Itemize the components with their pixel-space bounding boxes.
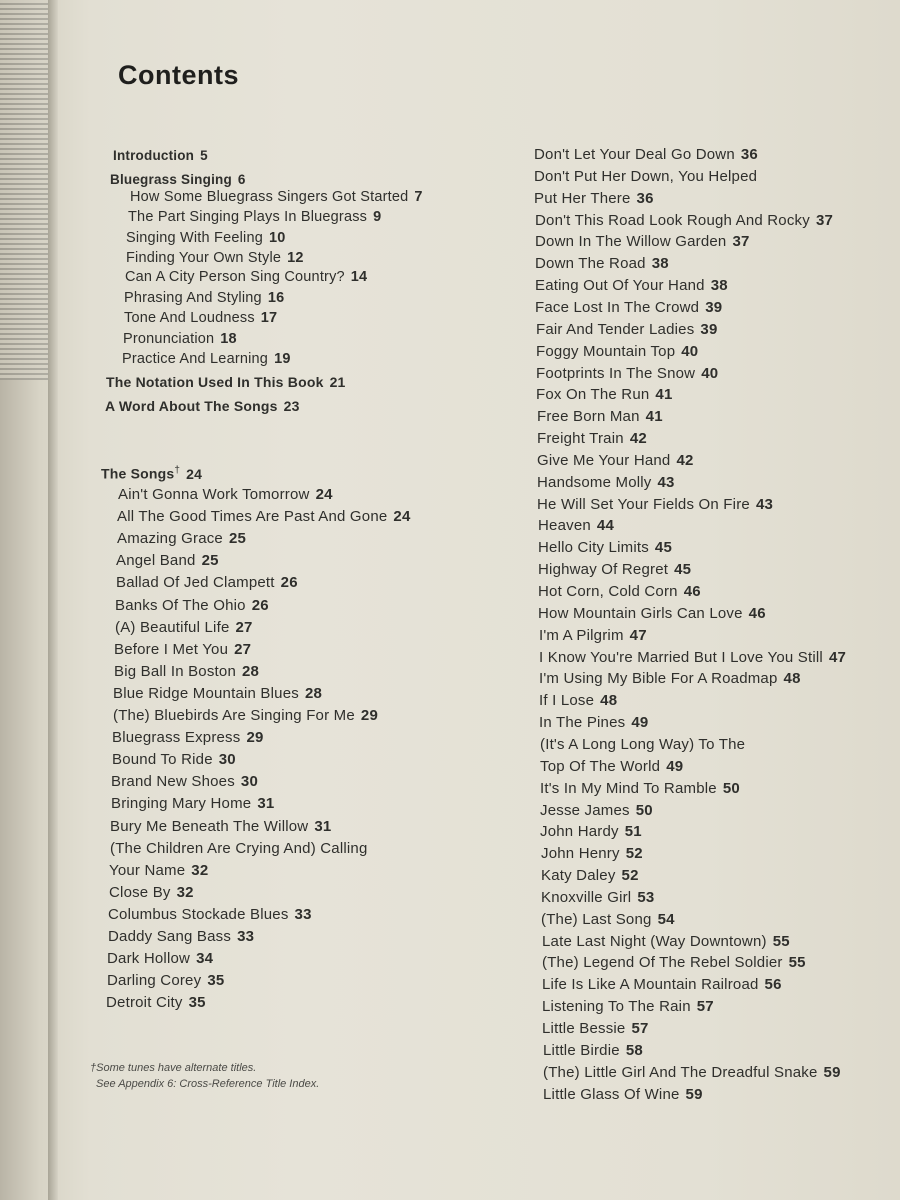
toc-entry xyxy=(117,530,246,547)
toc-entry xyxy=(117,508,411,525)
toc-entry xyxy=(106,374,346,390)
toc-entry-title: Handsome Molly xyxy=(537,474,652,491)
toc-entry xyxy=(128,209,381,225)
toc-entry xyxy=(537,430,647,447)
toc-entry-title: Practice And Learning xyxy=(122,351,269,367)
toc-entry-page-number: 30 xyxy=(240,773,258,790)
toc-entry-title: Freight Train xyxy=(537,430,624,447)
toc-entry-title: Katy Daley xyxy=(541,867,616,884)
toc-entry-page-number: 50 xyxy=(635,802,653,819)
toc-entry xyxy=(538,561,691,578)
toc-entry-title: He Will Set Your Fields On Fire xyxy=(537,496,750,513)
toc-entry xyxy=(536,343,698,360)
toc-entry xyxy=(542,933,790,950)
toc-entry xyxy=(116,574,298,591)
toc-entry-title: Little Birdie xyxy=(543,1042,620,1059)
toc-entry-page-number: 28 xyxy=(242,663,260,680)
toc-entry-title: A Word About The Songs xyxy=(105,398,278,414)
toc-entry-title: Columbus Stockade Blues xyxy=(108,906,289,923)
toc-entry-page-number: 41 xyxy=(645,408,663,425)
toc-entry-page-number: 38 xyxy=(710,277,728,294)
toc-entry-title: Don't Put Her Down, You Helped xyxy=(534,168,758,185)
toc-entry-page-number: 42 xyxy=(676,452,694,469)
toc-entry-page-number: 42 xyxy=(629,430,647,447)
toc-entry-page-number: 37 xyxy=(815,212,834,229)
toc-entry-page-number: 54 xyxy=(657,911,675,928)
toc-entry-page-number: 53 xyxy=(637,889,655,906)
toc-entry-page-number: 32 xyxy=(176,884,194,901)
toc-entry-title: Bluegrass Singing xyxy=(110,172,232,187)
toc-entry xyxy=(537,474,675,491)
toc-entry-title: (The) Bluebirds Are Singing For Me xyxy=(113,707,355,724)
toc-entry-title: Top Of The World xyxy=(540,758,661,775)
toc-entry-page-number: 12 xyxy=(287,250,304,266)
toc-entry-title: Close By xyxy=(109,884,171,901)
toc-entry xyxy=(115,619,253,636)
toc-entry xyxy=(535,255,669,272)
toc-entry xyxy=(538,539,672,556)
toc-entry-title: I'm A Pilgrim xyxy=(539,627,624,644)
toc-entry-page-number: 16 xyxy=(267,290,285,306)
toc-entry-title: (The) Last Song xyxy=(541,911,652,928)
toc-entry-page-number: 25 xyxy=(201,552,219,569)
toc-entry xyxy=(110,840,374,857)
toc-entry xyxy=(101,465,202,482)
toc-entry-page-number: 45 xyxy=(654,539,673,556)
toc-entry-page-number: 26 xyxy=(280,574,298,591)
toc-entry-page-number: 35 xyxy=(188,994,206,1011)
toc-entry-title: Fair And Tender Ladies xyxy=(536,321,695,338)
toc-entry-page-number: 10 xyxy=(269,230,286,246)
toc-entry-title: Jesse James xyxy=(540,802,630,819)
toc-entry-page-number: 17 xyxy=(260,310,278,326)
toc-entry-page-number: 31 xyxy=(314,818,332,835)
toc-entry xyxy=(535,212,833,229)
toc-entry-title: Phrasing And Styling xyxy=(124,290,262,306)
toc-entry xyxy=(539,627,647,644)
toc-entry-title: It's In My Mind To Ramble xyxy=(540,780,717,797)
toc-entry xyxy=(123,331,237,347)
toc-entry xyxy=(539,670,801,687)
toc-entry-page-number: 41 xyxy=(655,386,673,403)
toc-entry xyxy=(105,398,300,414)
toc-entry xyxy=(537,408,663,425)
toc-entry-title: Down The Road xyxy=(535,255,646,272)
toc-entry-page-number: 28 xyxy=(304,685,323,702)
toc-entry-title: Fox On The Run xyxy=(536,386,650,403)
toc-entry-title: Knoxville Girl xyxy=(541,889,632,906)
toc-entry-title: Before I Met You xyxy=(114,641,229,658)
toc-entry-page-number: 59 xyxy=(823,1064,841,1081)
toc-entry-title: Face Lost In The Crowd xyxy=(535,299,700,316)
toc-entry-title: Dark Hollow xyxy=(107,950,191,967)
toc-entry-title: The Part Singing Plays In Bluegrass xyxy=(128,209,368,225)
toc-entry xyxy=(541,867,639,884)
toc-entry xyxy=(113,685,322,702)
toc-entry-page-number: 49 xyxy=(631,714,649,731)
toc-entry xyxy=(538,605,766,622)
toc-entry-page-number: 24 xyxy=(186,465,203,482)
toc-entry-title: I'm Using My Bible For A Roadmap xyxy=(539,670,778,687)
toc-entry-title: Introduction xyxy=(113,148,195,163)
toc-entry-title: If I Lose xyxy=(539,692,595,709)
toc-entry xyxy=(539,692,617,709)
toc-entry xyxy=(115,597,269,614)
toc-entry-title: Blue Ridge Mountain Blues xyxy=(113,685,299,702)
toc-entry xyxy=(540,758,683,775)
toc-entry xyxy=(107,972,224,989)
toc-entry-page-number: 5 xyxy=(200,148,208,163)
toc-entry xyxy=(543,1064,841,1081)
toc-entry-title: Life Is Like A Mountain Railroad xyxy=(542,976,759,993)
toc-entry xyxy=(534,168,763,185)
toc-entry xyxy=(541,889,654,906)
toc-entry-page-number: 30 xyxy=(218,751,236,768)
toc-entry-page-number: 58 xyxy=(625,1042,643,1059)
toc-entry-title: Amazing Grace xyxy=(117,530,223,547)
toc-entry-page-number: 39 xyxy=(700,321,718,338)
toc-entry xyxy=(106,994,206,1011)
toc-entry-title: Foggy Mountain Top xyxy=(536,343,676,360)
toc-entry-title: I Know You're Married But I Love You Still xyxy=(539,649,823,666)
toc-entry xyxy=(540,780,740,797)
toc-entry-title: Heaven xyxy=(538,517,591,534)
toc-entry-page-number: 18 xyxy=(220,331,237,347)
toc-entry-title: Put Her There xyxy=(534,190,631,207)
toc-entry-page-number: 26 xyxy=(251,597,269,614)
toc-entry-page-number: 40 xyxy=(681,343,699,360)
toc-entry-page-number: 43 xyxy=(657,474,675,491)
toc-entry-title: Eating Out Of Your Hand xyxy=(535,277,705,294)
toc-entry-page-number: 49 xyxy=(666,758,684,775)
toc-entry xyxy=(110,818,331,835)
toc-entry-title: Brand New Shoes xyxy=(111,773,235,790)
toc-entry xyxy=(114,663,259,680)
toc-entry xyxy=(535,299,722,316)
toc-entry-title: In The Pines xyxy=(539,714,626,731)
toc-entry xyxy=(116,552,219,569)
toc-entry xyxy=(110,172,246,187)
toc-entry-page-number: 7 xyxy=(414,189,423,205)
toc-entry-title: Free Born Man xyxy=(537,408,640,425)
toc-entry-title: Detroit City xyxy=(106,994,183,1011)
toc-entry xyxy=(536,386,673,403)
toc-entry-title: Listening To The Rain xyxy=(542,998,691,1015)
toc-entry-title: Bluegrass Express xyxy=(112,729,241,746)
toc-entry-title: Daddy Sang Bass xyxy=(108,928,232,945)
toc-entry-title: Hot Corn, Cold Corn xyxy=(538,583,678,600)
toc-entry-title: All The Good Times Are Past And Gone xyxy=(117,508,388,525)
toc-entry xyxy=(543,1086,703,1103)
toc-entry xyxy=(538,517,614,534)
toc-entry-page-number: 46 xyxy=(748,605,766,622)
toc-entry-title: Bound To Ride xyxy=(112,751,213,768)
toc-entry-page-number: 21 xyxy=(329,374,346,390)
toc-entry-title: (The) Legend Of The Rebel Soldier xyxy=(542,954,783,971)
toc-entry xyxy=(107,950,213,967)
toc-entry xyxy=(124,310,277,326)
toc-entry-title: Tone And Loudness xyxy=(124,310,255,326)
toc-entry-title: Little Glass Of Wine xyxy=(543,1086,680,1103)
toc-entry xyxy=(536,365,718,382)
toc-entry-title: Hello City Limits xyxy=(538,539,649,556)
toc-entry-title: Finding Your Own Style xyxy=(126,250,282,266)
toc-entry-page-number: 56 xyxy=(764,976,782,993)
toc-entry-title: Little Bessie xyxy=(542,1020,626,1037)
toc-entry xyxy=(540,736,751,753)
toc-entry-page-number: 40 xyxy=(701,365,719,382)
toc-entry-title: Bury Me Beneath The Willow xyxy=(110,818,309,835)
toc-entry-title: Don't This Road Look Rough And Rocky xyxy=(535,212,810,229)
toc-entry-title: (The) Little Girl And The Dreadful Snake xyxy=(543,1064,818,1081)
toc-entry-title: Ballad Of Jed Clampett xyxy=(116,574,275,591)
page-title: Contents xyxy=(118,60,239,90)
toc-entry-title: Give Me Your Hand xyxy=(537,452,671,469)
toc-entry xyxy=(130,189,423,205)
toc-entry-title: How Mountain Girls Can Love xyxy=(538,605,743,622)
toc-entry-title: Big Ball In Boston xyxy=(114,663,237,680)
toc-entry-page-number: 36 xyxy=(636,190,654,207)
toc-entry-page-number: 37 xyxy=(732,233,750,250)
toc-entry-page-number: 24 xyxy=(393,508,411,525)
toc-entry-page-number: 6 xyxy=(237,172,246,187)
toc-entry-page-number: 31 xyxy=(257,795,275,812)
toc-entry-title: (A) Beautiful Life xyxy=(115,619,230,636)
toc-entry xyxy=(541,911,675,928)
toc-entry xyxy=(112,751,236,768)
toc-entry xyxy=(542,998,714,1015)
toc-entry xyxy=(111,795,274,812)
toc-entry xyxy=(537,452,694,469)
toc-entry-page-number: 19 xyxy=(274,351,291,367)
toc-entry-page-number: 50 xyxy=(722,780,740,797)
toc-entry xyxy=(118,486,333,503)
toc-entry-page-number: 29 xyxy=(246,729,264,746)
toc-entry-title: John Hardy xyxy=(540,823,619,840)
toc-entry xyxy=(126,250,304,266)
toc-entry-page-number: 29 xyxy=(360,707,378,724)
toc-entry-title: Down In The Willow Garden xyxy=(535,233,727,250)
toc-entry-page-number: 52 xyxy=(621,867,639,884)
toc-entry-page-number: 34 xyxy=(196,950,214,967)
toc-entry xyxy=(124,290,284,306)
toc-entry-page-number: 14 xyxy=(350,269,368,285)
toc-entry-title: John Henry xyxy=(541,845,620,862)
toc-entry xyxy=(113,148,208,163)
toc-entry-title: The Songs xyxy=(101,465,175,482)
toc-entry xyxy=(540,823,642,840)
toc-entry-page-number: 46 xyxy=(683,583,701,600)
toc-entry xyxy=(535,233,750,250)
toc-entry xyxy=(540,802,653,819)
toc-entry-title: (It's A Long Long Way) To The xyxy=(540,736,746,753)
toc-entry xyxy=(542,954,806,971)
toc-entry-title: The Notation Used In This Book xyxy=(106,374,324,390)
toc-entry-page-number: 51 xyxy=(624,823,642,840)
toc-entry xyxy=(126,230,286,246)
toc-entry-title: Banks Of The Ohio xyxy=(115,597,246,614)
toc-entry-page-number: 25 xyxy=(228,530,247,547)
toc-entry-page-number: 36 xyxy=(740,146,758,163)
toc-entry xyxy=(109,884,194,901)
toc-entry xyxy=(538,583,701,600)
toc-entry xyxy=(536,321,718,338)
toc-entry-title: Pronunciation xyxy=(123,331,215,347)
footnote-line: †Some tunes have alternate titles. xyxy=(90,1062,257,1074)
toc-entry xyxy=(113,707,378,724)
toc-entry-title: Footprints In The Snow xyxy=(536,365,696,382)
toc-entry-page-number: 59 xyxy=(685,1086,703,1103)
toc-entry-page-number: 9 xyxy=(373,209,382,225)
toc-entry-title: Angel Band xyxy=(116,552,196,569)
footnote-line: See Appendix 6: Cross-Reference Title Index. xyxy=(96,1078,320,1090)
toc-entry-page-number: 38 xyxy=(651,255,669,272)
toc-entry-page-number: 23 xyxy=(283,398,300,414)
toc-entry-page-number: 33 xyxy=(237,928,255,945)
toc-entry-title: Your Name xyxy=(109,862,186,879)
toc-entry xyxy=(539,649,846,666)
toc-entry-page-number: 33 xyxy=(294,906,312,923)
toc-entry xyxy=(111,773,258,790)
toc-entry xyxy=(125,269,367,285)
toc-entry-page-number: 47 xyxy=(629,627,647,644)
toc-entry xyxy=(122,351,291,367)
toc-entry-title: Singing With Feeling xyxy=(126,230,263,246)
toc-entry-title: Darling Corey xyxy=(107,972,202,989)
toc-entry-page-number: 57 xyxy=(696,998,714,1015)
toc-entry-page-number: 44 xyxy=(596,517,614,534)
toc-entry-title: Don't Let Your Deal Go Down xyxy=(534,146,735,163)
toc-entry xyxy=(539,714,648,731)
toc-entry xyxy=(109,862,208,879)
toc-entry-page-number: 52 xyxy=(625,845,643,862)
toc-entry-title: Can A City Person Sing Country? xyxy=(125,269,345,285)
toc-entry-page-number: 55 xyxy=(788,954,806,971)
toc-entry-title: Highway Of Regret xyxy=(538,561,669,578)
footnote-dagger-mark: † xyxy=(174,465,181,476)
page-gutter xyxy=(48,0,58,1200)
toc-entry-title: How Some Bluegrass Singers Got Started xyxy=(130,189,409,205)
toc-entry xyxy=(542,1020,649,1037)
toc-entry xyxy=(543,1042,643,1059)
toc-entry-page-number: 48 xyxy=(600,692,618,709)
toc-entry-title: Ain't Gonna Work Tomorrow xyxy=(118,486,310,503)
toc-entry-page-number: 32 xyxy=(191,862,209,879)
toc-entry-title: Late Last Night (Way Downtown) xyxy=(542,933,767,950)
toc-entry xyxy=(534,146,758,163)
toc-entry xyxy=(108,928,254,945)
toc-entry-title: Bringing Mary Home xyxy=(111,795,252,812)
toc-entry-page-number: 43 xyxy=(755,496,774,513)
toc-entry-page-number: 45 xyxy=(674,561,692,578)
toc-entry-page-number: 55 xyxy=(772,933,790,950)
toc-entry xyxy=(541,845,643,862)
toc-entry-page-number: 48 xyxy=(783,670,801,687)
toc-entry-page-number: 27 xyxy=(235,619,253,636)
toc-entry xyxy=(114,641,251,658)
toc-entry xyxy=(535,277,728,294)
toc-entry-page-number: 57 xyxy=(631,1020,649,1037)
toc-entry-page-number: 24 xyxy=(315,486,333,503)
toc-entry-page-number: 39 xyxy=(705,299,723,316)
toc-entry xyxy=(112,729,264,746)
toc-entry-page-number: 47 xyxy=(828,649,847,666)
toc-entry xyxy=(537,496,773,513)
toc-entry-title: (The Children Are Crying And) Calling xyxy=(110,840,368,857)
toc-entry-page-number: 35 xyxy=(207,972,225,989)
toc-entry-page-number: 27 xyxy=(234,641,252,658)
toc-entry xyxy=(542,976,782,993)
toc-entry xyxy=(108,906,312,923)
toc-entry xyxy=(534,190,654,207)
